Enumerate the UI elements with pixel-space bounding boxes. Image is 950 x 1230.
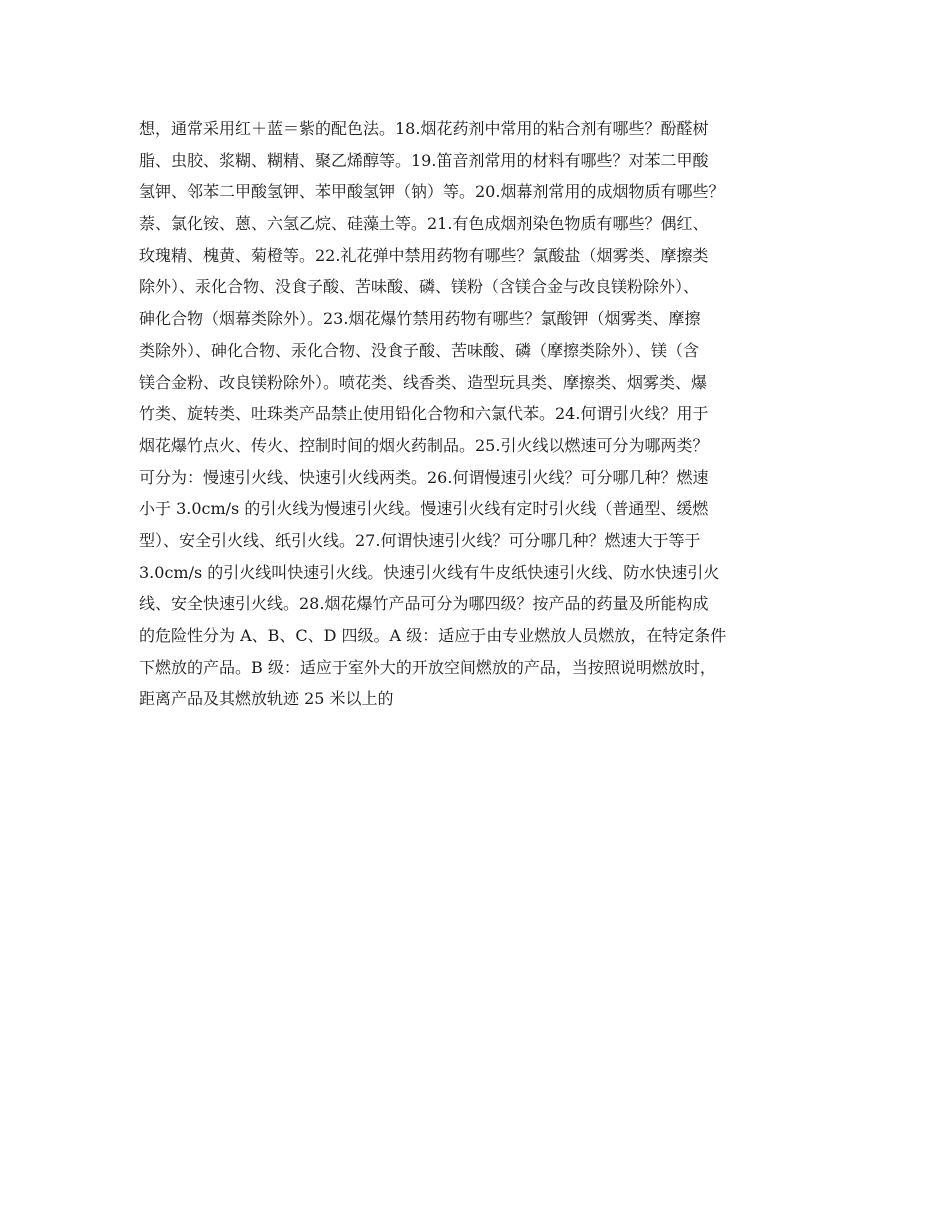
text-line-10: 竹类、旋转类、吐珠类产品禁止使用铅化合物和六氯代苯。24.何谓引火线？用于 xyxy=(139,404,709,424)
text-line-14: 型）、安全引火线、纸引火线。27.何谓快速引火线？可分哪几种？燃速大于等于 xyxy=(139,530,701,550)
text-line-9: 镁合金粉、改良镁粉除外）。喷花类、线香类、造型玩具类、摩擦类、烟雾类、爆 xyxy=(139,372,708,392)
text-line-11: 烟花爆竹点火、传火、控制时间的烟火药制品。25.引火线以燃速可分为哪两类？ xyxy=(139,435,709,455)
text-line-1: 想，通常采用红＋蓝＝紫的配色法。18.烟花药剂中常用的粘合剂有哪些？酚醛树 xyxy=(139,119,709,138)
text-line-19: 距离产品及其燃放轨迹 25 米以上的 xyxy=(139,689,394,709)
body-paragraph xyxy=(139,113,829,715)
text-line-6: 除外）、汞化合物、没食子酸、苦味酸、磷、镁粉（含镁合金与改良镁粉除外）、 xyxy=(139,277,700,297)
text-line-13: 小于 3.0cm/s 的引火线为慢速引火线。慢速引火线有定时引火线（普通型、缓燃 xyxy=(139,499,709,519)
text-line-18: 下燃放的产品。B 级：适应于室外大的开放空间燃放的产品，当按照说明燃放时， xyxy=(139,657,716,677)
text-line-8: 类除外）、砷化合物、汞化合物、没食子酸、苦味酸、磷（摩擦类除外）、镁（含 xyxy=(139,340,700,360)
text-line-16: 线、安全快速引火线。28.烟花爆竹产品可分为哪四级？按产品的药量及所能构成 xyxy=(139,594,709,614)
text-line-17: 的危险性分为 A、B、C、D 四级。A 级：适应于由专业燃放人员燃放，在特定条件 xyxy=(139,626,727,645)
text-line-2: 脂、虫胶、浆糊、糊精、聚乙烯醇等。19.笛音剂常用的材料有哪些？对苯二甲酸 xyxy=(139,150,709,170)
text-line-15: 3.0cm/s 的引火线叫快速引火线。快速引火线有牛皮纸快速引火线、防水快速引火 xyxy=(139,562,720,582)
text-line-7: 砷化合物（烟幕类除外）。23.烟花爆竹禁用药物有哪些？氯酸钾（烟雾类、摩擦 xyxy=(139,309,701,329)
text-line-3: 氢钾、邻苯二甲酸氢钾、苯甲酸氢钾（钠）等。20.烟幕剂常用的成烟物质有哪些？ xyxy=(139,182,725,202)
text-line-12: 可分为：慢速引火线、快速引火线两类。26.何谓慢速引火线？可分哪几种？燃速 xyxy=(139,467,709,487)
text-line-4: 萘、氯化铵、蒽、六氢乙烷、硅藻土等。21.有色成烟剂染色物质有哪些？偶红、 xyxy=(139,214,709,234)
text-line-5: 玫瑰精、槐黄、菊橙等。22.礼花弹中禁用药物有哪些？氯酸盐（烟雾类、摩擦类 xyxy=(139,245,709,265)
